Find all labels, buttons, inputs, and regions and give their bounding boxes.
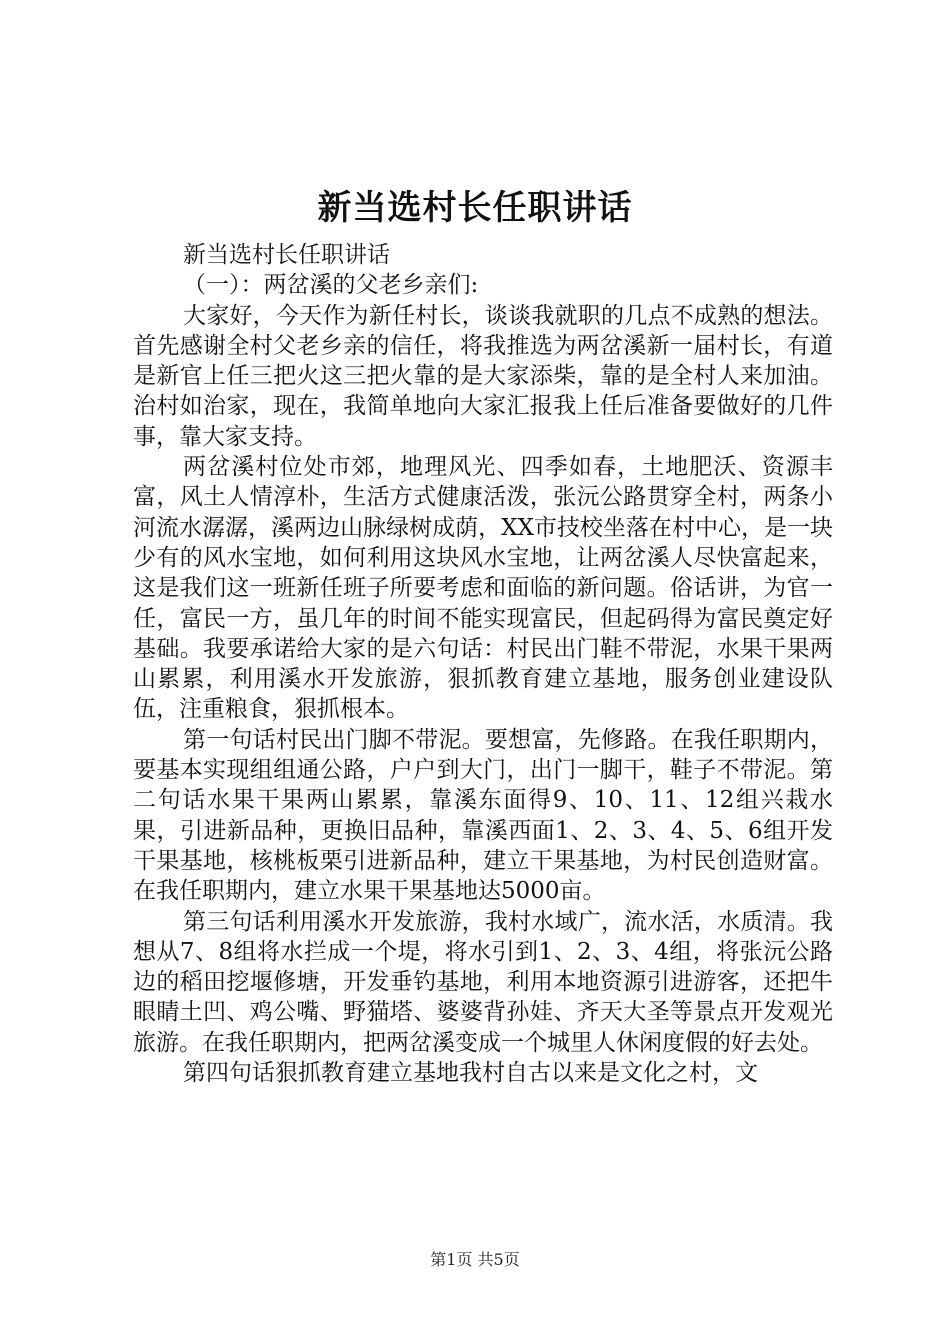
paragraph-roads-fruits: 第一句话村民出门脚不带泥。要想富，先修路。在我任职期内，要基本实现组组通公路，户户到大门，出门一脚干，鞋子不带泥。第二句话水果干果两山累累，靠溪东面得9、10、11、12组兴栽水果，引进新品种，更换旧品种，靠溪西面1、2、3、4、5、6组开发干果基地，核桃板栗引进新品种，建立干果基地，为村民创造财富。在我任职期内，建立水果干果基地达5000亩。 xyxy=(133,726,833,905)
page-number-footer: 第1页 共5页 xyxy=(430,1250,520,1269)
document-body xyxy=(133,240,833,1088)
paragraph-subtitle: 新当选村长任职讲话 xyxy=(183,242,390,268)
paragraph-salutation: （一）：两岔溪的父老乡亲们: xyxy=(183,272,479,299)
document-title: 新当选村长任职讲话 xyxy=(317,188,633,228)
paragraph-tourism: 第三句话利用溪水开发旅游，我村水域广，流水活，水质清。我想从7、8组将水拦成一个堤，将水引到1、2、3、4组，将张沅公路边的稻田挖堰修塘，开发垂钓基地，利用本地资源引进游客，还把牛眼睛土凹、鸡公嘴、野猫塔、婆婆背孙娃、齐天大圣等景点开发观光旅游。在我任职期内，把两岔溪变成一个城里人休闲度假的好去处。 xyxy=(133,908,833,1056)
paragraph-greeting: 大家好，今天作为新任村长，谈谈我就职的几点不成熟的想法。首先感谢全村父老乡亲的信任，将我推选为两岔溪新一届村长，有道是新官上任三把火这三把火靠的是大家添柴，靠的是全村人来加油。治村如治家，现在，我简单地向大家汇报我上任后准备要做好的几件事，靠大家支持。 xyxy=(133,302,833,450)
paragraph-education: 第四句话狠抓教育建立基地我村自古以来是文化之村，文 xyxy=(183,1060,758,1087)
paragraph-village-intro: 两岔溪村位处市郊，地理风光、四季如春，土地肥沃、资源丰富，风土人情淳朴，生活方式健康活泼，张沅公路贯穿全村，两条小河流水潺潺，溪两边山脉绿树成荫，XX市技校坐落在村中心，是一块少有的风水宝地，如何利用这块风水宝地，让两岔溪人尽快富起来，这是我们这一班新任班子所要考虑和面临的新问题。俗话讲，为官一任，富民一方，虽几年的时间不能实现富民，但起码得为富民奠定好基础。我要承诺给大家的是六句话：村民出门鞋不带泥，水果干果两山累累，利用溪水开发旅游，狠抓教育建立基地，服务创业建设队伍，注重粮食，狠抓根本。 xyxy=(133,454,833,723)
